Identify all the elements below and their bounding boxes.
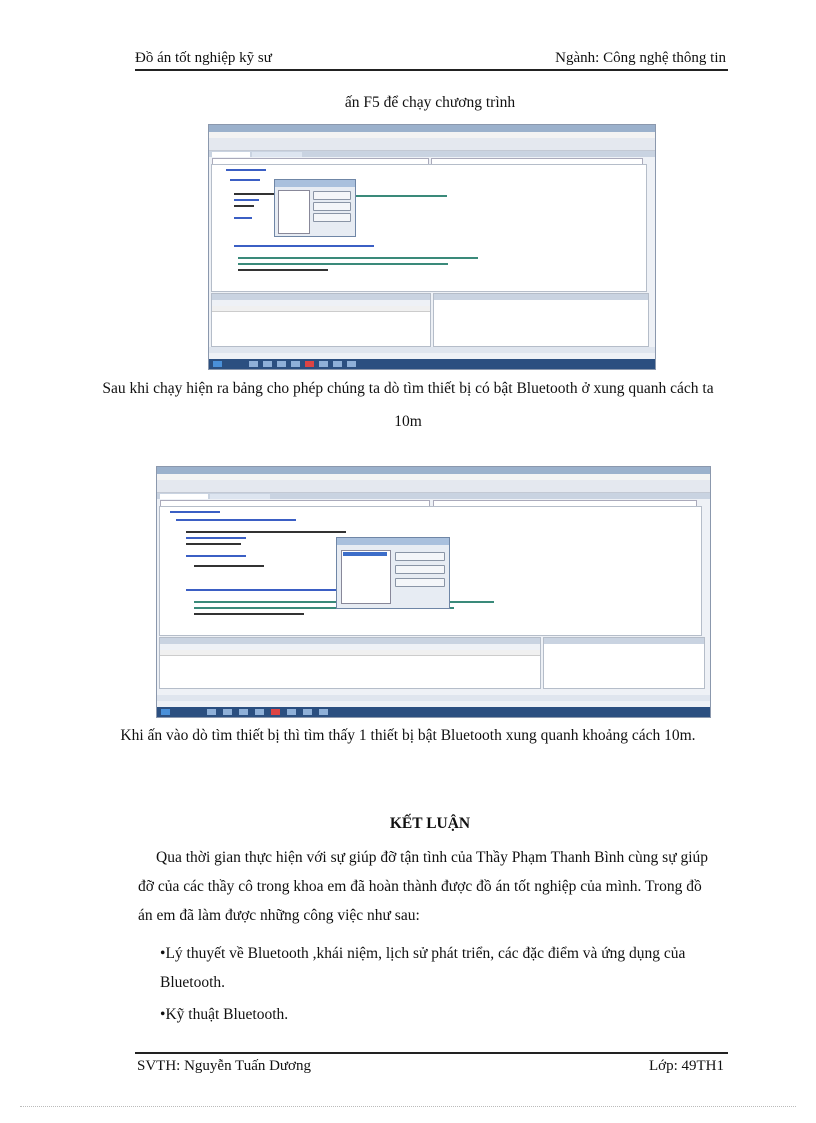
send-data-button-2[interactable]	[395, 565, 445, 574]
header-left: Đồ án tốt nghiệp kỹ sư	[135, 50, 272, 66]
bullet-item-1	[160, 939, 720, 997]
bullet-symbol: •	[160, 1006, 166, 1023]
taskbar-2	[157, 707, 710, 717]
taskbar	[209, 359, 655, 369]
error-list-panel-2	[159, 637, 541, 689]
page-edge	[20, 1106, 796, 1107]
conclusion-paragraph: Qua thời gian thực hiện với sự giúp đỡ tận tình của Thầy Phạm Thanh Bình cùng sự giúp đỡ của các thầy cô trong khoa em đã hoàn thành được đồ án tốt nghiệp của mình. Trong đồ án em đã làm được những công việc như sau:	[138, 849, 709, 924]
bullet-symbol: •	[160, 945, 166, 962]
footer-rule	[135, 1052, 728, 1054]
device-list-2	[341, 550, 391, 604]
send-data-button[interactable]	[313, 202, 351, 211]
call-stack-panel	[433, 293, 649, 347]
bluetooth-dialog-2	[336, 537, 450, 609]
caption-2: Khi ấn vào dò tìm thiết bị thì tìm thấy 1 thiết bị bật Bluetooth xung quanh khoảng cách 10m.	[120, 727, 696, 744]
bluetooth-dialog	[274, 179, 356, 237]
exit-button-2[interactable]	[395, 578, 445, 587]
intro-line: ấn F5 để chạy chương trình	[344, 94, 516, 111]
header-rule	[135, 69, 728, 71]
output-panel-2	[543, 637, 705, 689]
device-list	[278, 190, 310, 234]
search-button-2[interactable]	[395, 552, 445, 561]
found-device-item[interactable]	[343, 552, 387, 556]
error-list-panel	[211, 293, 431, 347]
bullet-text-1: Lý thuyết về Bluetooth ,khái niệm, lịch sử phát triển, các đặc điểm và ứng dụng của Bluetooth.	[160, 945, 686, 991]
caption-1: Sau khi chạy hiện ra bảng cho phép chúng ta dò tìm thiết bị có bật Bluetooth ở xung quanh cách ta 10m	[102, 380, 714, 430]
header-right: Ngành: Công nghệ thông tin	[555, 50, 726, 66]
visual-studio-screenshot-running-app	[208, 124, 656, 370]
footer-right: Lớp: 49TH1	[648, 1058, 724, 1074]
section-title: KẾT LUẬN	[389, 815, 471, 832]
exit-button[interactable]	[313, 213, 351, 222]
search-button[interactable]	[313, 191, 351, 200]
footer-left: SVTH: Nguyễn Tuấn Dương	[137, 1058, 311, 1074]
bullet-text-2: Kỹ thuật Bluetooth.	[165, 1006, 289, 1023]
bullet-item-2	[160, 1000, 720, 1029]
visual-studio-screenshot-device-found	[156, 466, 711, 718]
